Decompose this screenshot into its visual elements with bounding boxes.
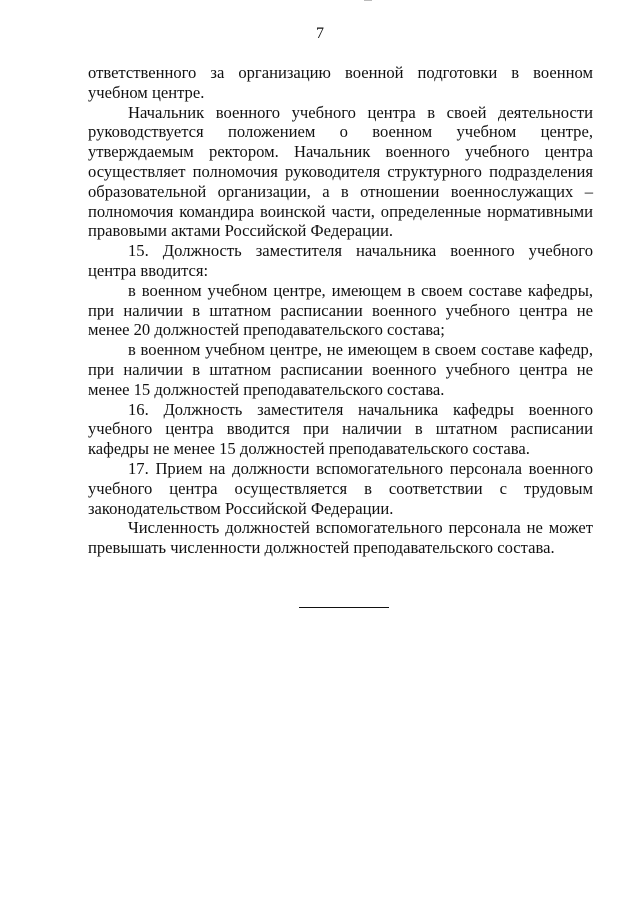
paragraph-head-duties: Начальник военного учебного центра в своей деятельности руководствуется положением о военном учебном центре, утверждаемым ректором. Начальник военного учебного центра осуществляет полномочия руководителя структурного подразделения образовательной организации, а в отношении военнослужащих – полномочия командира воинской части, определенные нормативными правовыми актами Российской Федерации. [88, 102, 593, 241]
paragraph-item-15-case-without-departments: в военном учебном центре, не имеющем в своем составе кафедр, при наличии в штатном расписании военного учебного центра не менее 15 должностей преподавательского состава. [88, 340, 593, 399]
paragraph-item-17: 17. Прием на должности вспомогательного персонала военного учебного центра осуществляется в соответствии с трудовым законодательством Российской Федерации. [88, 458, 593, 518]
end-of-text-rule [299, 607, 389, 608]
paragraph-item-15-case-with-departments: в военном учебном центре, имеющем в своем составе кафедры, при наличии в штатном расписании военного учебного центра не менее 20 должностей преподавательского состава; [88, 280, 593, 340]
paragraph-item-15: 15. Должность заместителя начальника военного учебного центра вводится: [88, 241, 593, 280]
scan-artifact [364, 0, 372, 4]
document-body [88, 63, 593, 558]
paragraph-continuation: ответственного за организацию военной подготовки в военном учебном центре. [88, 63, 593, 102]
paragraph-staff-limit: Численность должностей вспомогательного персонала не может превышать численности должностей преподавательского состава. [88, 518, 593, 558]
paragraph-item-16: 16. Должность заместителя начальника кафедры военного учебного центра вводится при наличии в штатном расписании кафедры не менее 15 должностей преподавательского состава. [88, 399, 593, 459]
page-number: 7 [316, 25, 324, 42]
